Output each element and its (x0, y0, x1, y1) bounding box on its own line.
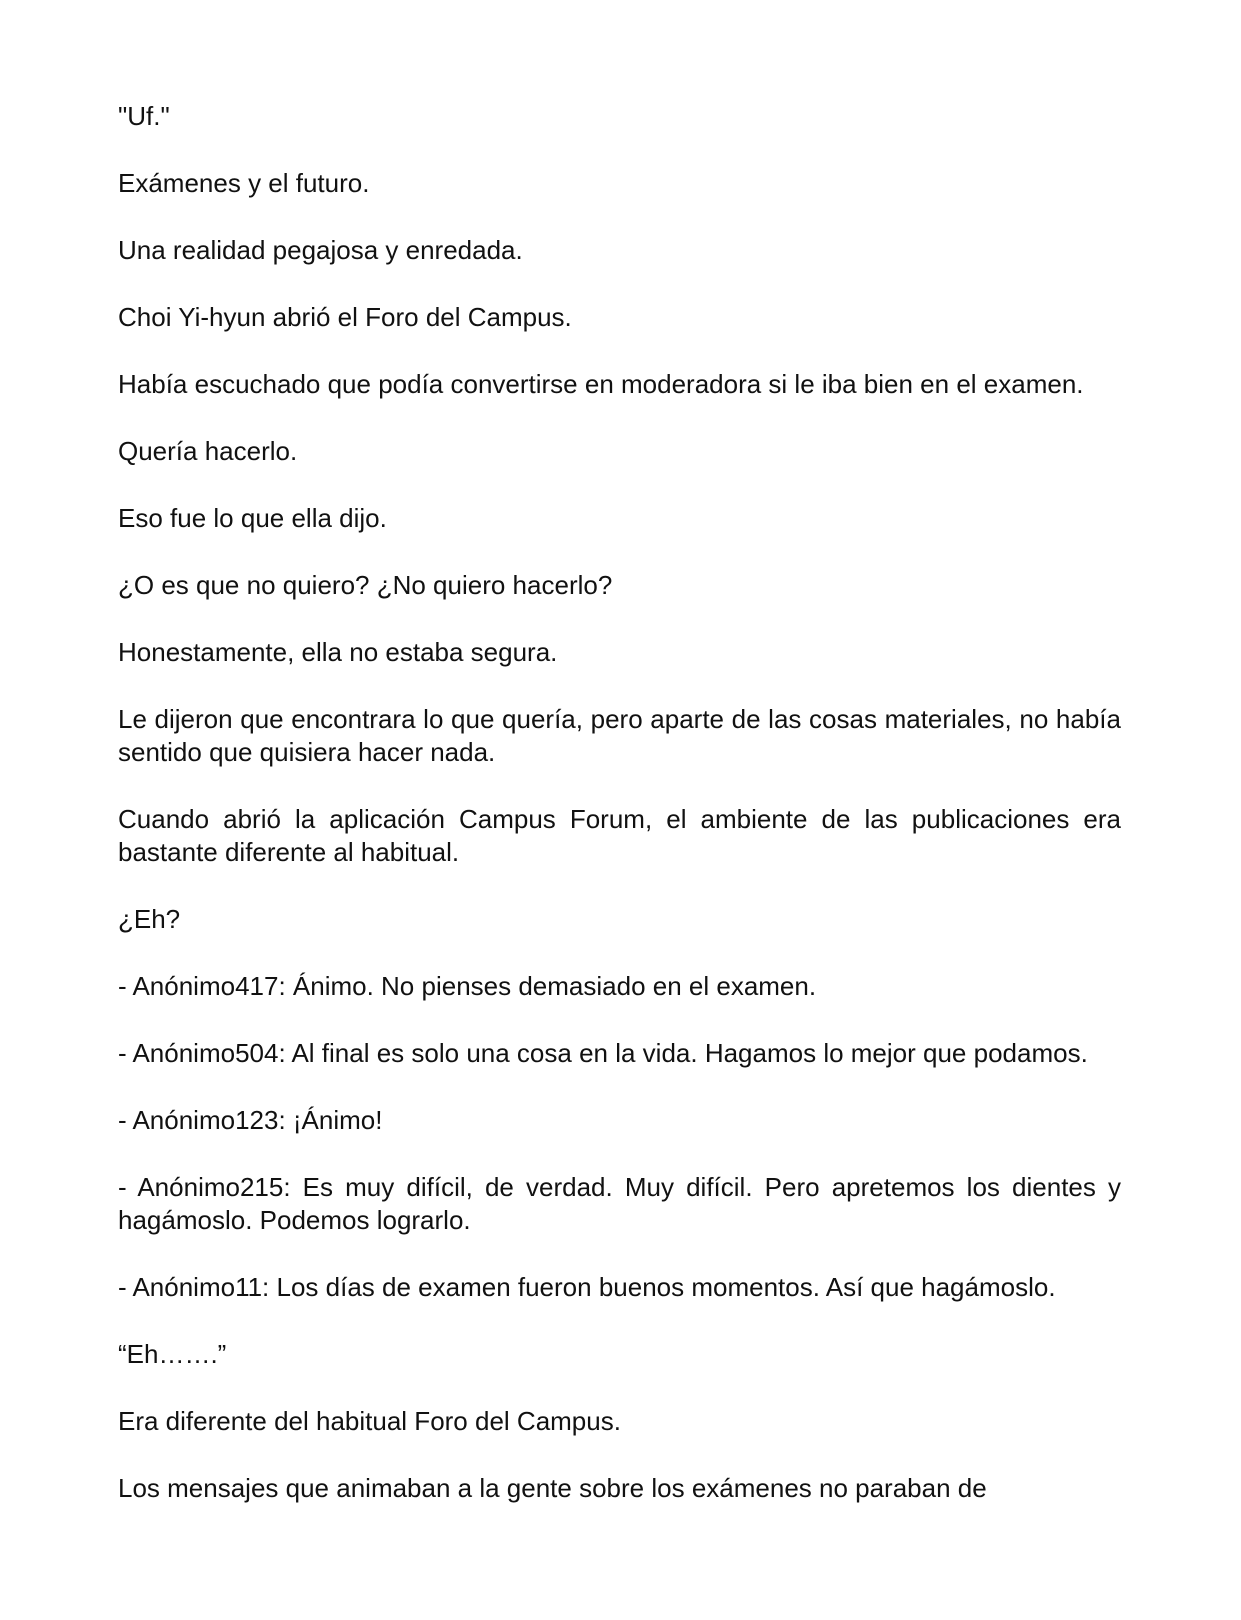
forum-post: - Anónimo417: Ánimo. No pienses demasiado en el examen. (118, 971, 817, 1001)
forum-post: - Anónimo123: ¡Ánimo! (118, 1105, 383, 1135)
paragraph: Honestamente, ella no estaba segura. (118, 637, 558, 667)
forum-post: - Anónimo11: Los días de examen fueron buenos momentos. Así que hagámoslo. (118, 1272, 1056, 1302)
paragraph: "Uf." (118, 101, 170, 131)
document-page (118, 100, 1121, 1539)
paragraph: ¿O es que no quiero? ¿No quiero hacerlo? (118, 570, 613, 600)
paragraph: Le dijeron que encontrara lo que quería, pero aparte de las cosas materiales, no había sentido que quisiera hacer nada. (118, 704, 1121, 767)
paragraph: Quería hacerlo. (118, 436, 298, 466)
paragraph: Cuando abrió la aplicación Campus Forum, el ambiente de las publicaciones era bastante diferente al habitual. (118, 804, 1121, 867)
paragraph: ¿Eh? (118, 904, 181, 934)
paragraph: Eso fue lo que ella dijo. (118, 503, 387, 533)
paragraph: Era diferente del habitual Foro del Campus. (118, 1406, 621, 1436)
paragraph: “Eh…….” (118, 1339, 227, 1369)
paragraph: Choi Yi-hyun abrió el Foro del Campus. (118, 302, 572, 332)
paragraph: Los mensajes que animaban a la gente sobre los exámenes no paraban de (118, 1473, 987, 1503)
paragraph: Exámenes y el futuro. (118, 168, 370, 198)
forum-post: - Anónimo504: Al final es solo una cosa en la vida. Hagamos lo mejor que podamos. (118, 1038, 1088, 1068)
forum-post: - Anónimo215: Es muy difícil, de verdad. Muy difícil. Pero apretemos los dientes y hagámoslo. Podemos lograrlo. (118, 1172, 1121, 1235)
paragraph: Una realidad pegajosa y enredada. (118, 235, 523, 265)
paragraph: Había escuchado que podía convertirse en moderadora si le iba bien en el examen. (118, 369, 1084, 399)
